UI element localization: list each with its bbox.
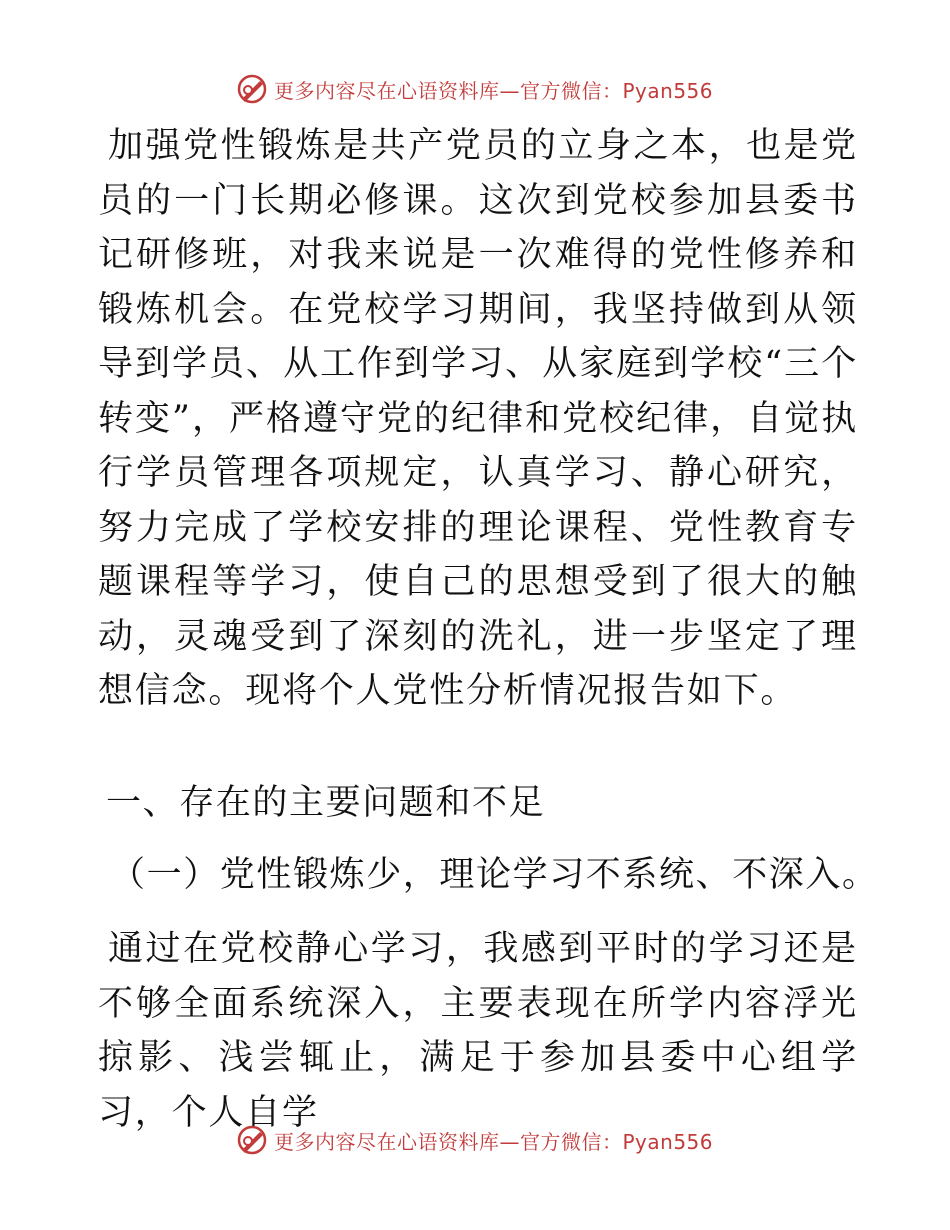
watermark-text — [274, 1126, 713, 1155]
watermark-text — [274, 75, 713, 104]
watermark-label: 更多内容尽在心语资料库—官方微信： — [274, 1129, 623, 1154]
pen-circle-logo-icon — [236, 73, 268, 105]
subsection-heading: （一）党性锻炼少，理论学习不系统、不深入。 — [110, 855, 879, 895]
watermark-wechat-id: Pyan556 — [622, 1129, 714, 1154]
pen-circle-logo-icon — [236, 1124, 268, 1156]
paragraph-intro: 加强党性锻炼是共产党员的立身之本，也是党员的一门长期必修课。这次到党校参加县委书记研修班，对我来说是一次难得的党性修养和锻炼机会。在党校学习期间，我坚持做到从领导到学员、从工作到学习、从家庭到学校“三个转变”，严格遵守党的纪律和党校纪律，自觉执行学员管理各项规定，认真学习、静心研究，努力完成了学校安排的理论课程、党性教育专题课程等学习，使自己的思想受到了很大的触动，灵魂受到了深刻的洗礼，进一步坚定了理想信念。现将个人党性分析情况报告如下。 — [98, 126, 858, 711]
section-heading: 一、存在的主要问题和不足 — [106, 783, 546, 823]
watermark-footer — [236, 1123, 713, 1157]
watermark-label: 更多内容尽在心语资料库—官方微信： — [274, 78, 623, 103]
paragraph-body: 通过在党校静心学习，我感到平时的学习还是不够全面系统深入，主要表现在所学内容浮光掠影、浅尝辄止，满足于参加县委中心组学习，个人自学 — [98, 929, 858, 1133]
watermark-header — [236, 72, 713, 106]
watermark-wechat-id: Pyan556 — [622, 78, 714, 103]
